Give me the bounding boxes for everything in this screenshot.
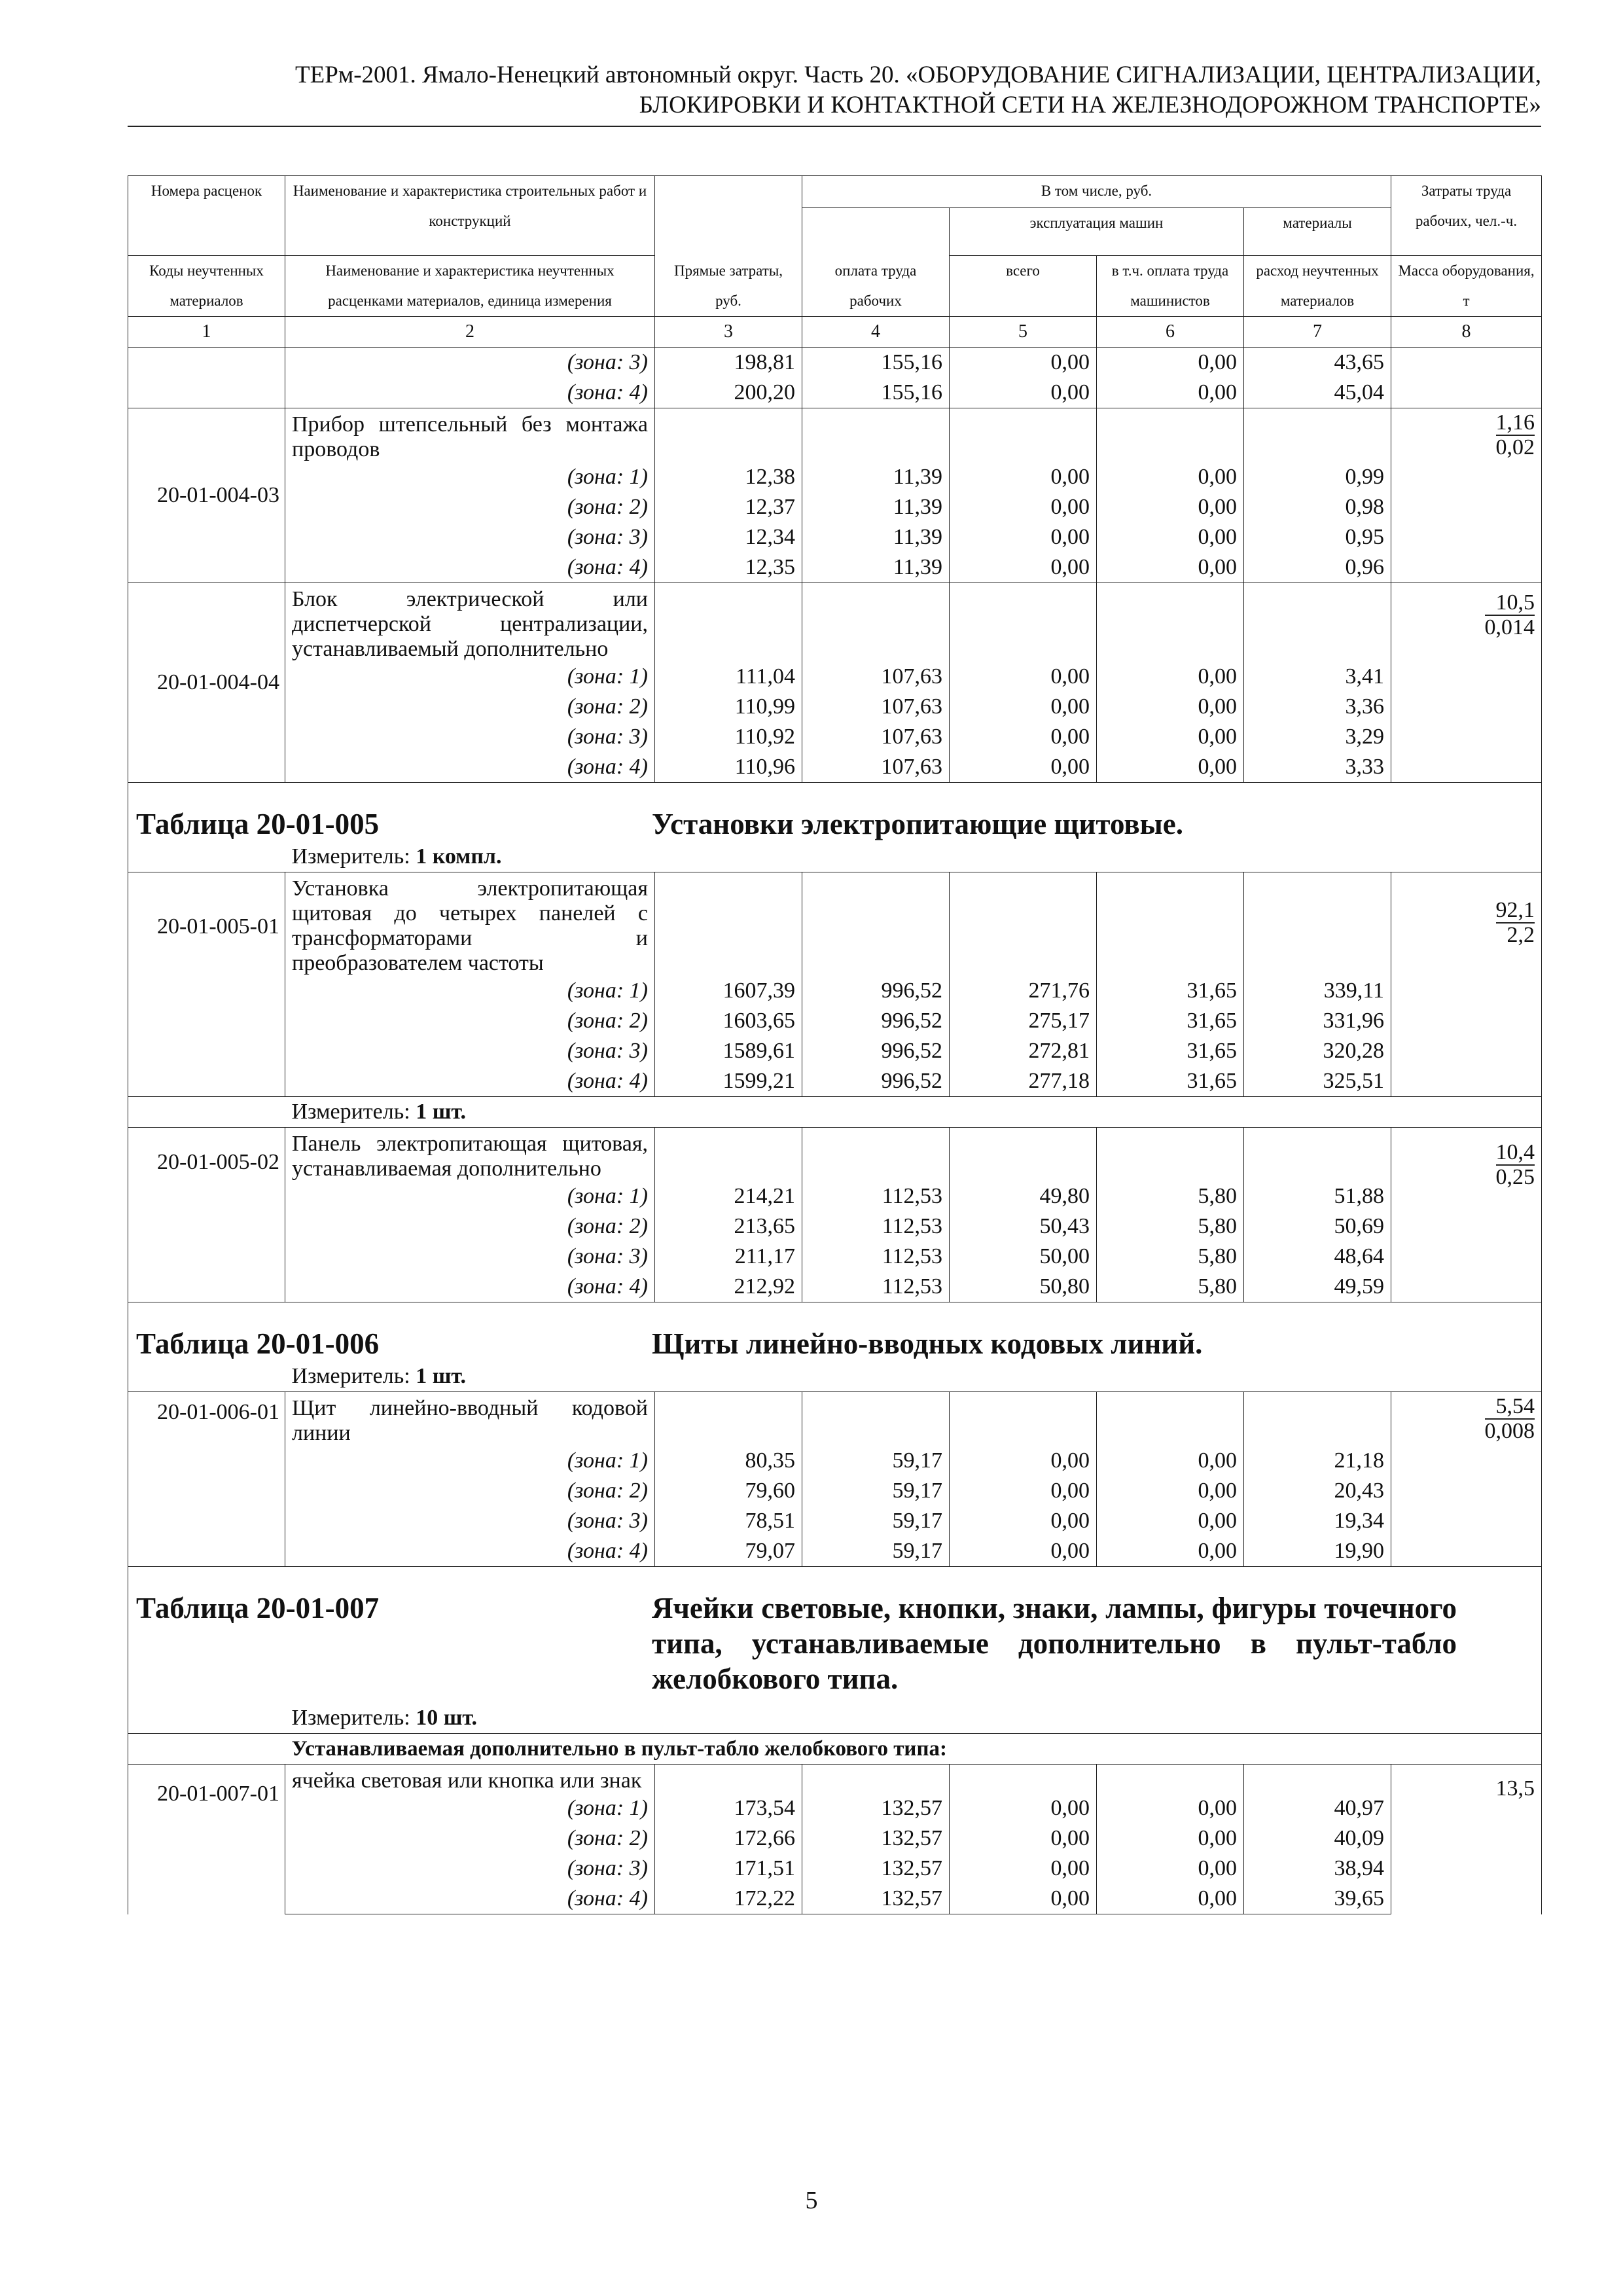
direct-costs-value: 172,66 <box>655 1823 802 1854</box>
col-number: 2 <box>285 317 655 348</box>
machines-value: 0,00 <box>950 1823 1097 1854</box>
worker-pay-value: 112,53 <box>802 1181 950 1211</box>
col-number: 6 <box>1097 317 1244 348</box>
table-title: Таблица 20-01-007 <box>136 1592 380 1624</box>
zone-row <box>128 522 1542 552</box>
col-unaccounted-codes: Коды неучтенных материалов <box>128 256 285 317</box>
materials-value: 0,98 <box>1244 492 1391 522</box>
machinist-pay-value: 0,00 <box>1097 1823 1244 1854</box>
machinist-pay-value: 0,00 <box>1097 378 1244 408</box>
zone-label: (зона: 4) <box>285 1066 655 1097</box>
direct-costs-value: 1603,65 <box>655 1006 802 1036</box>
machines-value: 0,00 <box>950 552 1097 583</box>
materials-value: 331,96 <box>1244 1006 1391 1036</box>
worker-pay-value: 107,63 <box>802 752 950 783</box>
rate-item <box>128 1765 1542 1914</box>
col-number: 1 <box>128 317 285 348</box>
worker-pay-value: 11,39 <box>802 522 950 552</box>
machinist-pay-value: 31,65 <box>1097 1066 1244 1097</box>
machines-value: 0,00 <box>950 462 1097 492</box>
mass-value: 0,014 <box>1484 615 1535 639</box>
machines-value: 0,00 <box>950 1793 1097 1823</box>
machines-value: 0,00 <box>950 1854 1097 1884</box>
zone-row <box>128 976 1542 1006</box>
zone-label: (зона: 1) <box>285 1446 655 1476</box>
materials-value: 21,18 <box>1244 1446 1391 1476</box>
worker-pay-value: 155,16 <box>802 348 950 378</box>
col-equipment-mass: Масса оборудования, т <box>1391 256 1542 317</box>
machines-value: 50,80 <box>950 1272 1097 1302</box>
direct-costs-value: 12,34 <box>655 522 802 552</box>
direct-costs-value: 1599,21 <box>655 1066 802 1097</box>
direct-costs-value: 200,20 <box>655 378 802 408</box>
direct-costs-value: 12,38 <box>655 462 802 492</box>
direct-costs-value: 213,65 <box>655 1211 802 1242</box>
measure-label: Измеритель: <box>291 1364 410 1388</box>
column-numbers-row <box>128 317 1542 348</box>
materials-value: 3,41 <box>1244 662 1391 692</box>
worker-pay-value: 59,17 <box>802 1506 950 1536</box>
worker-pay-value: 11,39 <box>802 462 950 492</box>
zone-row <box>128 722 1542 752</box>
materials-value: 40,09 <box>1244 1823 1391 1854</box>
zone-row <box>128 1211 1542 1242</box>
materials-value: 49,59 <box>1244 1272 1391 1302</box>
table-heading-row <box>128 783 1542 842</box>
col-direct-costs: Прямые затраты, руб. <box>655 176 802 317</box>
zone-row <box>128 1854 1542 1884</box>
direct-costs-value: 171,51 <box>655 1854 802 1884</box>
worker-pay-value: 155,16 <box>802 378 950 408</box>
machinist-pay-value: 0,00 <box>1097 1476 1244 1506</box>
rate-item <box>128 1128 1542 1302</box>
col-machine-total: всего <box>950 256 1097 317</box>
zone-label: (зона: 2) <box>285 1211 655 1242</box>
zone-row <box>128 1242 1542 1272</box>
machines-value: 0,00 <box>950 378 1097 408</box>
materials-value: 39,65 <box>1244 1884 1391 1914</box>
measure-row <box>128 842 1542 872</box>
rates-table <box>128 175 1542 1914</box>
rate-item <box>128 872 1542 1097</box>
measure-unit: 1 шт. <box>416 1364 467 1388</box>
machinist-pay-value: 0,00 <box>1097 662 1244 692</box>
col-worker-pay: оплата труда рабочих <box>802 208 950 317</box>
labor-value: 1,16 <box>1495 410 1535 435</box>
materials-value: 0,96 <box>1244 552 1391 583</box>
zone-label: (зона: 4) <box>285 378 655 408</box>
direct-costs-value: 211,17 <box>655 1242 802 1272</box>
zone-label: (зона: 2) <box>285 692 655 722</box>
rate-description: ячейка световая или кнопка или знак <box>285 1765 655 1794</box>
col-number: 5 <box>950 317 1097 348</box>
machines-value: 50,00 <box>950 1242 1097 1272</box>
machines-value: 0,00 <box>950 692 1097 722</box>
materials-value: 50,69 <box>1244 1211 1391 1242</box>
zone-row <box>128 662 1542 692</box>
col-including: В том числе, руб. <box>802 176 1391 208</box>
rate-description: Щит линейно-вводный кодовой линии <box>285 1392 655 1446</box>
machines-value: 275,17 <box>950 1006 1097 1036</box>
header-rule <box>128 126 1541 127</box>
labor-value: 10,5 <box>1485 591 1535 616</box>
zone-label: (зона: 4) <box>285 1536 655 1567</box>
header-line-1: ТЕРм-2001. Ямало-Ненецкий автономный округ. Часть 20. «ОБОРУДОВАНИЕ СИГНАЛИЗАЦИИ, ЦЕНТРАЛИЗАЦИИ, <box>295 62 1541 88</box>
rate-code: 20-01-004-04 <box>128 583 285 783</box>
zone-label: (зона: 2) <box>285 492 655 522</box>
subsection-title: Устанавливаемая дополнительно в пульт-табло желобкового типа: <box>285 1734 1542 1765</box>
mass-value: 0,02 <box>1495 435 1535 459</box>
machinist-pay-value: 0,00 <box>1097 1884 1244 1914</box>
direct-costs-value: 110,96 <box>655 752 802 783</box>
zone-label: (зона: 1) <box>285 462 655 492</box>
direct-costs-value: 1589,61 <box>655 1036 802 1066</box>
col-number: 8 <box>1391 317 1542 348</box>
materials-value: 38,94 <box>1244 1854 1391 1884</box>
zone-label: (зона: 4) <box>285 1884 655 1914</box>
page-number: 5 <box>805 2187 818 2214</box>
rate-item <box>128 583 1542 783</box>
table-title: Таблица 20-01-005 <box>136 808 380 840</box>
col-rate-numbers: Номера расценок <box>128 176 285 256</box>
direct-costs-value: 110,92 <box>655 722 802 752</box>
measure-label: Измеритель: <box>291 844 410 869</box>
machines-value: 0,00 <box>950 752 1097 783</box>
zone-label: (зона: 2) <box>285 1476 655 1506</box>
zone-label: (зона: 3) <box>285 722 655 752</box>
machines-value: 0,00 <box>950 1536 1097 1567</box>
zone-row <box>128 1476 1542 1506</box>
direct-costs-value: 172,22 <box>655 1884 802 1914</box>
zone-row <box>128 1272 1542 1302</box>
materials-value: 40,97 <box>1244 1793 1391 1823</box>
zone-label: (зона: 4) <box>285 1272 655 1302</box>
zone-row <box>128 348 1542 378</box>
table-heading-row <box>128 1302 1542 1362</box>
worker-pay-value: 59,17 <box>802 1476 950 1506</box>
direct-costs-value: 110,99 <box>655 692 802 722</box>
zone-label: (зона: 3) <box>285 522 655 552</box>
materials-value: 0,95 <box>1244 522 1391 552</box>
machinist-pay-value: 0,00 <box>1097 1446 1244 1476</box>
labor-mass-fraction <box>1391 408 1542 583</box>
labor-mass-fraction <box>1391 1128 1542 1302</box>
rate-code: 20-01-006-01 <box>128 1392 285 1567</box>
document-header <box>128 60 1541 120</box>
zone-row <box>128 492 1542 522</box>
machines-value: 0,00 <box>950 662 1097 692</box>
worker-pay-value: 996,52 <box>802 1006 950 1036</box>
zone-row <box>128 552 1542 583</box>
col-materials: материалы <box>1244 208 1391 256</box>
rate-description: Блок электрической или диспетчерской централизации, устанавливаемый дополнительно <box>285 583 655 662</box>
table-title: Таблица 20-01-006 <box>136 1327 380 1360</box>
materials-value: 339,11 <box>1244 976 1391 1006</box>
zone-label: (зона: 1) <box>285 976 655 1006</box>
machines-value: 0,00 <box>950 1884 1097 1914</box>
machinist-pay-value: 0,00 <box>1097 752 1244 783</box>
measure-row <box>128 1361 1542 1392</box>
table-name: Ячейки световые, кнопки, знаки, лампы, фигуры точечного типа, устанавливаемые дополнительно в пульт-табло желобкового типа. <box>652 1592 1457 1695</box>
machinist-pay-value: 0,00 <box>1097 1854 1244 1884</box>
worker-pay-value: 11,39 <box>802 552 950 583</box>
col-labor-costs: Затраты труда рабочих, чел.-ч. <box>1391 176 1542 256</box>
col-number: 3 <box>655 317 802 348</box>
zone-row <box>128 1536 1542 1567</box>
worker-pay-value: 107,63 <box>802 722 950 752</box>
worker-pay-value: 59,17 <box>802 1446 950 1476</box>
direct-costs-value: 212,92 <box>655 1272 802 1302</box>
worker-pay-value: 107,63 <box>802 662 950 692</box>
machines-value: 0,00 <box>950 522 1097 552</box>
labor-value: 5,54 <box>1485 1395 1535 1420</box>
zone-label: (зона: 3) <box>285 1854 655 1884</box>
col-number: 4 <box>802 317 950 348</box>
rate-description: Установка электропитающая щитовая до четырех панелей с трансформаторами и преобразователем частоты <box>285 872 655 977</box>
worker-pay-value: 132,57 <box>802 1854 950 1884</box>
labor-value: 13,5 <box>1391 1765 1542 1914</box>
measure-unit: 1 шт. <box>416 1100 467 1124</box>
materials-value: 19,34 <box>1244 1506 1391 1536</box>
machinist-pay-value: 0,00 <box>1097 348 1244 378</box>
worker-pay-value: 112,53 <box>802 1211 950 1242</box>
machinist-pay-value: 5,80 <box>1097 1242 1244 1272</box>
rate-code: 20-01-007-01 <box>128 1765 285 1914</box>
worker-pay-value: 132,57 <box>802 1823 950 1854</box>
measure-unit: 10 шт. <box>416 1706 478 1730</box>
labor-value: 10,4 <box>1495 1140 1535 1164</box>
zone-row <box>128 1006 1542 1036</box>
machinist-pay-value: 31,65 <box>1097 1006 1244 1036</box>
worker-pay-value: 112,53 <box>802 1242 950 1272</box>
rate-code: 20-01-004-03 <box>128 408 285 583</box>
zone-row <box>128 1884 1542 1914</box>
rate-description: Прибор штепсельный без монтажа проводов <box>285 408 655 463</box>
direct-costs-value: 1607,39 <box>655 976 802 1006</box>
worker-pay-value: 107,63 <box>802 692 950 722</box>
direct-costs-value: 79,07 <box>655 1536 802 1567</box>
rate-description: Панель электропитающая щитовая, устанавливаемая дополнительно <box>285 1128 655 1182</box>
mass-value: 2,2 <box>1507 923 1535 947</box>
rate-code: 20-01-005-02 <box>128 1128 285 1302</box>
machinist-pay-value: 0,00 <box>1097 1536 1244 1567</box>
materials-value: 325,51 <box>1244 1066 1391 1097</box>
machines-value: 272,81 <box>950 1036 1097 1066</box>
machines-value: 49,80 <box>950 1181 1097 1211</box>
machinist-pay-value: 5,80 <box>1097 1181 1244 1211</box>
direct-costs-value: 12,35 <box>655 552 802 583</box>
machinist-pay-value: 0,00 <box>1097 1506 1244 1536</box>
machinist-pay-value: 0,00 <box>1097 722 1244 752</box>
table-name: Установки электропитающие щитовые. <box>652 808 1183 840</box>
direct-costs-value: 214,21 <box>655 1181 802 1211</box>
header-row-1 <box>128 176 1542 208</box>
subsection-row <box>128 1734 1542 1765</box>
zone-label: (зона: 1) <box>285 662 655 692</box>
machinist-pay-value: 5,80 <box>1097 1272 1244 1302</box>
machines-value: 0,00 <box>950 348 1097 378</box>
rate-item <box>128 408 1542 583</box>
machinist-pay-value: 0,00 <box>1097 1793 1244 1823</box>
zone-row <box>128 1446 1542 1476</box>
zone-row <box>128 1036 1542 1066</box>
machinist-pay-value: 31,65 <box>1097 1036 1244 1066</box>
zone-label: (зона: 2) <box>285 1006 655 1036</box>
zone-row <box>128 692 1542 722</box>
direct-costs-value: 173,54 <box>655 1793 802 1823</box>
measure-unit: 1 компл. <box>416 844 502 869</box>
worker-pay-value: 996,52 <box>802 1036 950 1066</box>
zone-row <box>128 462 1542 492</box>
materials-value: 0,99 <box>1244 462 1391 492</box>
machines-value: 271,76 <box>950 976 1097 1006</box>
zone-row <box>128 1823 1542 1854</box>
direct-costs-value: 198,81 <box>655 348 802 378</box>
machinist-pay-value: 0,00 <box>1097 462 1244 492</box>
col-material-consumption: расход неучтенных материалов <box>1244 256 1391 317</box>
machinist-pay-value: 0,00 <box>1097 552 1244 583</box>
zone-label: (зона: 3) <box>285 1506 655 1536</box>
machines-value: 0,00 <box>950 1446 1097 1476</box>
zone-label: (зона: 4) <box>285 552 655 583</box>
materials-value: 19,90 <box>1244 1536 1391 1567</box>
zone-label: (зона: 1) <box>285 1793 655 1823</box>
zone-label: (зона: 4) <box>285 752 655 783</box>
materials-value: 3,36 <box>1244 692 1391 722</box>
machines-value: 277,18 <box>950 1066 1097 1097</box>
col-machinist-pay: в т.ч. оплата труда машинистов <box>1097 256 1244 317</box>
measure-row <box>128 1696 1542 1734</box>
worker-pay-value: 132,57 <box>802 1884 950 1914</box>
col-work-name: Наименование и характеристика строительных работ и конструкций <box>285 176 655 256</box>
worker-pay-value: 112,53 <box>802 1272 950 1302</box>
measure-label: Измеритель: <box>291 1706 410 1730</box>
measure-label: Измеритель: <box>291 1100 410 1124</box>
materials-value: 20,43 <box>1244 1476 1391 1506</box>
direct-costs-value: 79,60 <box>655 1476 802 1506</box>
zone-row <box>128 1066 1542 1097</box>
table-name: Щиты линейно-вводных кодовых линий. <box>652 1327 1203 1360</box>
materials-value: 3,29 <box>1244 722 1391 752</box>
direct-costs-value: 78,51 <box>655 1506 802 1536</box>
col-number: 7 <box>1244 317 1391 348</box>
worker-pay-value: 59,17 <box>802 1536 950 1567</box>
machinist-pay-value: 0,00 <box>1097 522 1244 552</box>
direct-costs-value: 111,04 <box>655 662 802 692</box>
direct-costs-value: 12,37 <box>655 492 802 522</box>
materials-value: 3,33 <box>1244 752 1391 783</box>
labor-mass-fraction <box>1391 872 1542 1097</box>
zone-row <box>128 1181 1542 1211</box>
machines-value: 0,00 <box>950 1506 1097 1536</box>
labor-value: 92,1 <box>1495 898 1535 922</box>
zone-row <box>128 752 1542 783</box>
zone-label: (зона: 2) <box>285 1823 655 1854</box>
worker-pay-value: 996,52 <box>802 1066 950 1097</box>
machinist-pay-value: 31,65 <box>1097 976 1244 1006</box>
machines-value: 50,43 <box>950 1211 1097 1242</box>
labor-mass-fraction <box>1391 583 1542 783</box>
zone-label: (зона: 3) <box>285 348 655 378</box>
worker-pay-value: 996,52 <box>802 976 950 1006</box>
machines-value: 0,00 <box>950 1476 1097 1506</box>
col-material-name: Наименование и характеристика неучтенных расценками материалов, единица измерения <box>285 256 655 317</box>
materials-value: 320,28 <box>1244 1036 1391 1066</box>
labor-mass-fraction <box>1391 1392 1542 1567</box>
measure-row <box>128 1097 1542 1128</box>
materials-value: 48,64 <box>1244 1242 1391 1272</box>
machines-value: 0,00 <box>950 722 1097 752</box>
col-machine-operation: эксплуатация машин <box>950 208 1244 256</box>
materials-value: 45,04 <box>1244 378 1391 408</box>
zone-row <box>128 1793 1542 1823</box>
zone-label: (зона: 3) <box>285 1242 655 1272</box>
machinist-pay-value: 0,00 <box>1097 492 1244 522</box>
materials-value: 43,65 <box>1244 348 1391 378</box>
mass-value: 0,008 <box>1484 1419 1535 1443</box>
mass-value: 0,25 <box>1495 1165 1535 1189</box>
machines-value: 0,00 <box>950 492 1097 522</box>
table-heading-row <box>128 1567 1542 1697</box>
zone-row <box>128 1506 1542 1536</box>
rate-item <box>128 1392 1542 1567</box>
machinist-pay-value: 5,80 <box>1097 1211 1244 1242</box>
header-line-2: БЛОКИРОВКИ И КОНТАКТНОЙ СЕТИ НА ЖЕЛЕЗНОДОРОЖНОМ ТРАНСПОРТЕ» <box>639 92 1541 118</box>
machinist-pay-value: 0,00 <box>1097 692 1244 722</box>
zone-row <box>128 378 1542 408</box>
worker-pay-value: 11,39 <box>802 492 950 522</box>
zone-label: (зона: 1) <box>285 1181 655 1211</box>
rate-code: 20-01-005-01 <box>128 872 285 1097</box>
materials-value: 51,88 <box>1244 1181 1391 1211</box>
zone-label: (зона: 3) <box>285 1036 655 1066</box>
direct-costs-value: 80,35 <box>655 1446 802 1476</box>
worker-pay-value: 132,57 <box>802 1793 950 1823</box>
